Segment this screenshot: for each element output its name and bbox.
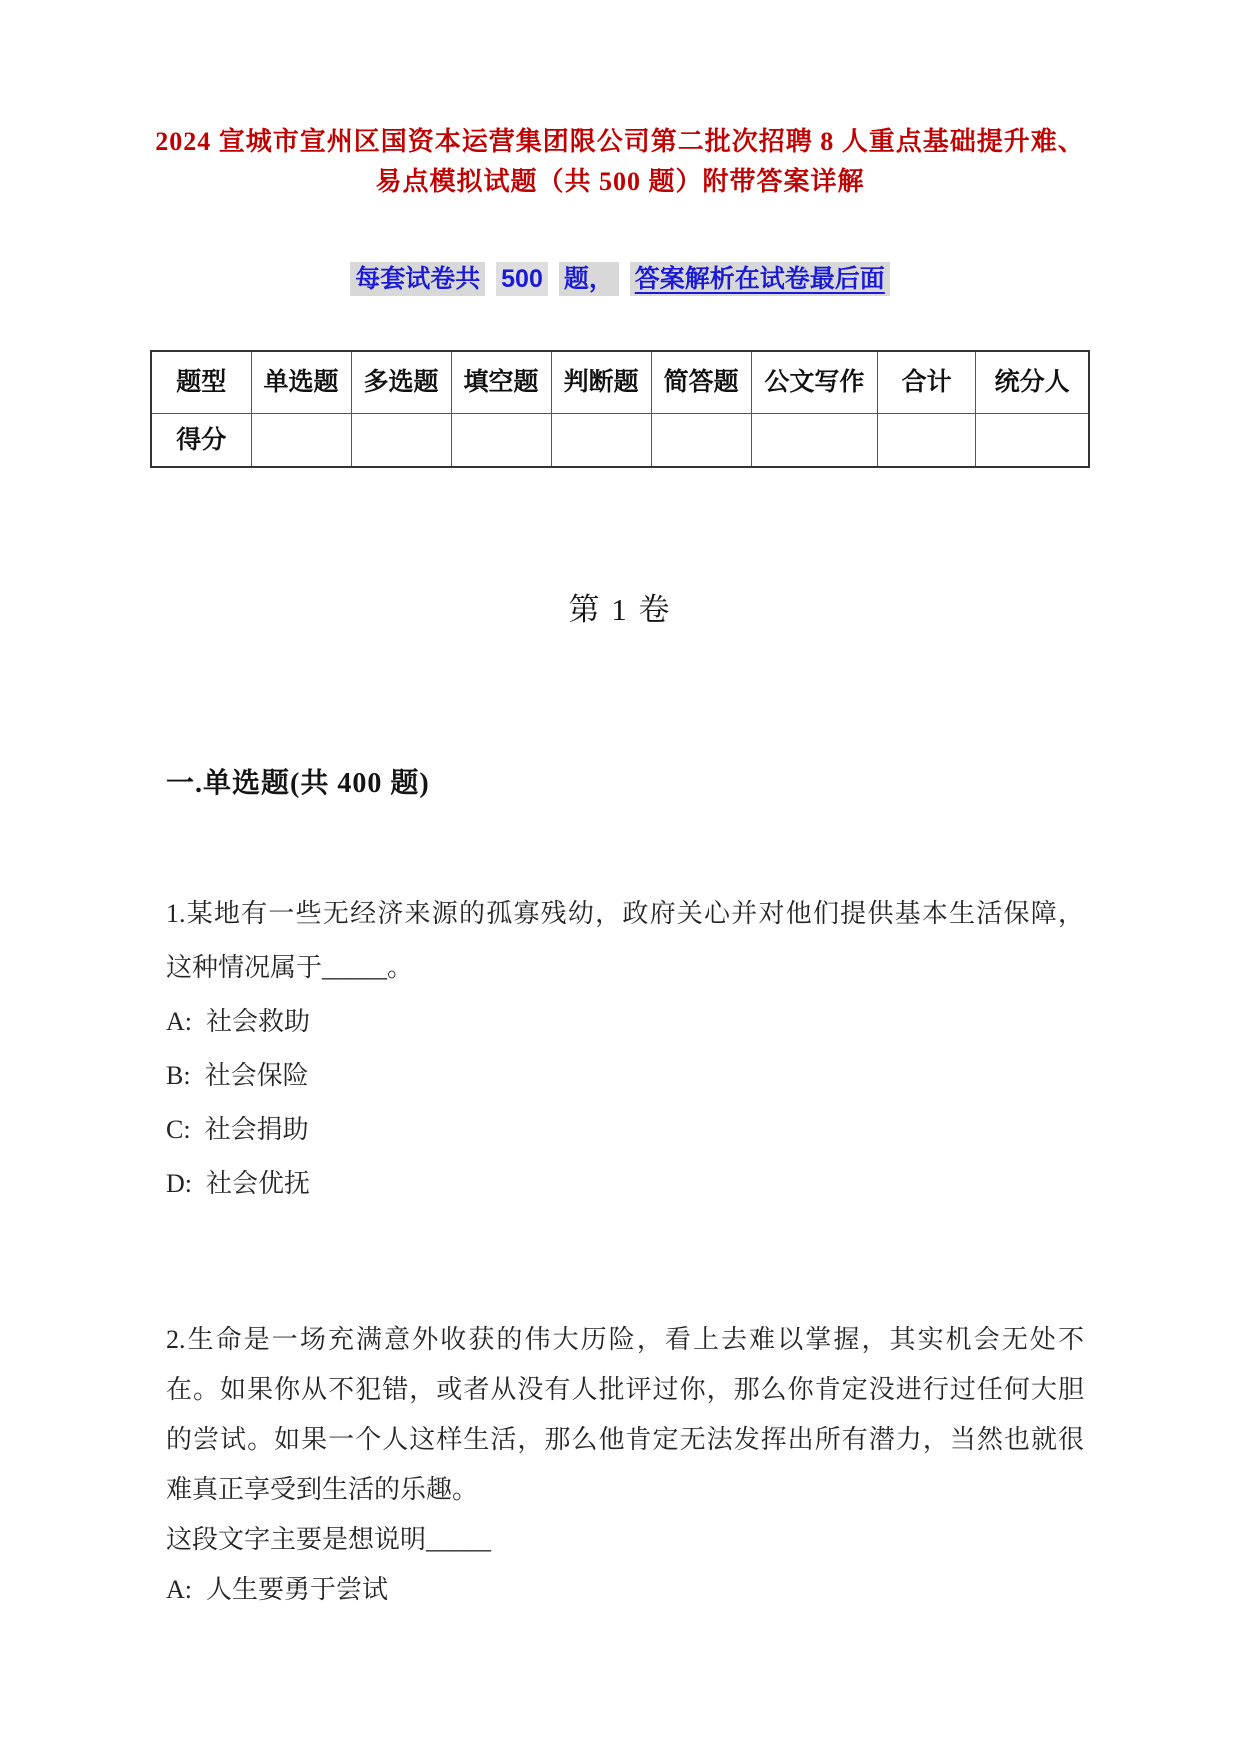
score-cell-empty <box>751 413 877 467</box>
option-label: B: <box>166 1061 191 1090</box>
title-line-2: 易点模拟试题（共 500 题）附带答案详解 <box>375 167 865 196</box>
question-2-stem-line: 这段文字主要是想说明_____ <box>166 1525 492 1554</box>
question-2-stem-line: 在。如果你从不犯错，或者从没有人批评过你，那么你肯定没进行过任何大胆 <box>166 1375 1084 1404</box>
score-cell-empty <box>451 413 551 467</box>
score-cell-empty <box>878 413 976 467</box>
option-text: 社会救助 <box>206 1007 311 1036</box>
option-text: 社会优抚 <box>206 1169 311 1198</box>
score-row-label: 得分 <box>151 413 251 467</box>
col-header-single-choice: 单选题 <box>251 351 351 413</box>
question-1-stem-line: 1.某地有一些无经济来源的孤寡残幼，政府关心并对他们提供基本生活保障， <box>166 899 1084 928</box>
score-cell-empty <box>251 413 351 467</box>
question-2-stem-line: 的尝试。如果一个人这样生活，那么他肯定无法发挥出所有潜力，当然也就很 <box>166 1425 1084 1454</box>
option-label: D: <box>166 1169 192 1198</box>
col-header-multi-choice: 多选题 <box>351 351 451 413</box>
question-2-stem-line: 2.生命是一场充满意外收获的伟大历险，看上去难以掌握，其实机会无处不 <box>166 1325 1084 1354</box>
score-cell-empty <box>551 413 651 467</box>
question-1-option-c <box>166 1103 1084 1157</box>
col-header-official-writing: 公文写作 <box>751 351 877 413</box>
score-table-header-row <box>151 351 1089 413</box>
question-2-option-a <box>166 1565 1084 1615</box>
subtitle-middle: 题， <box>559 262 619 296</box>
option-label: A: <box>166 1575 192 1604</box>
col-header-total: 合计 <box>878 351 976 413</box>
question-2-stem-line: 难真正享受到生活的乐趣。 <box>166 1475 479 1504</box>
question-1-option-d <box>166 1157 1084 1211</box>
col-header-question-type: 题型 <box>151 351 251 413</box>
score-cell-empty <box>651 413 751 467</box>
question-2 <box>166 1315 1084 1615</box>
subtitle <box>150 262 1090 296</box>
col-header-short-answer: 简答题 <box>651 351 751 413</box>
question-1-stem-line: 这种情况属于_____。 <box>166 953 414 982</box>
question-1 <box>166 887 1084 1211</box>
answer-location-link[interactable]: 答案解析在试卷最后面 <box>630 262 890 296</box>
title-line-1: 2024 宣城市宣州区国资本运营集团限公司第二批次招聘 8 人重点基础提升难、 <box>155 127 1085 156</box>
col-header-true-false: 判断题 <box>551 351 651 413</box>
option-label: A: <box>166 1007 192 1036</box>
question-1-option-b <box>166 1049 1084 1103</box>
volume-heading: 第 1 卷 <box>568 592 672 627</box>
score-row <box>151 413 1089 467</box>
score-cell-empty <box>976 413 1089 467</box>
option-text: 人生要勇于尝试 <box>206 1575 389 1604</box>
col-header-score-counter: 统分人 <box>976 351 1089 413</box>
option-text: 社会捐助 <box>204 1115 309 1144</box>
subtitle-question-count: 500 <box>496 262 548 296</box>
document-title <box>150 122 1090 202</box>
subtitle-prefix: 每套试卷共 <box>350 262 485 296</box>
option-text: 社会保险 <box>204 1061 309 1090</box>
option-label: C: <box>166 1115 191 1144</box>
section-heading: 一.单选题(共 400 题) <box>166 768 430 799</box>
score-cell-empty <box>351 413 451 467</box>
score-table <box>150 350 1090 468</box>
question-1-option-a <box>166 995 1084 1049</box>
col-header-fill-blank: 填空题 <box>451 351 551 413</box>
